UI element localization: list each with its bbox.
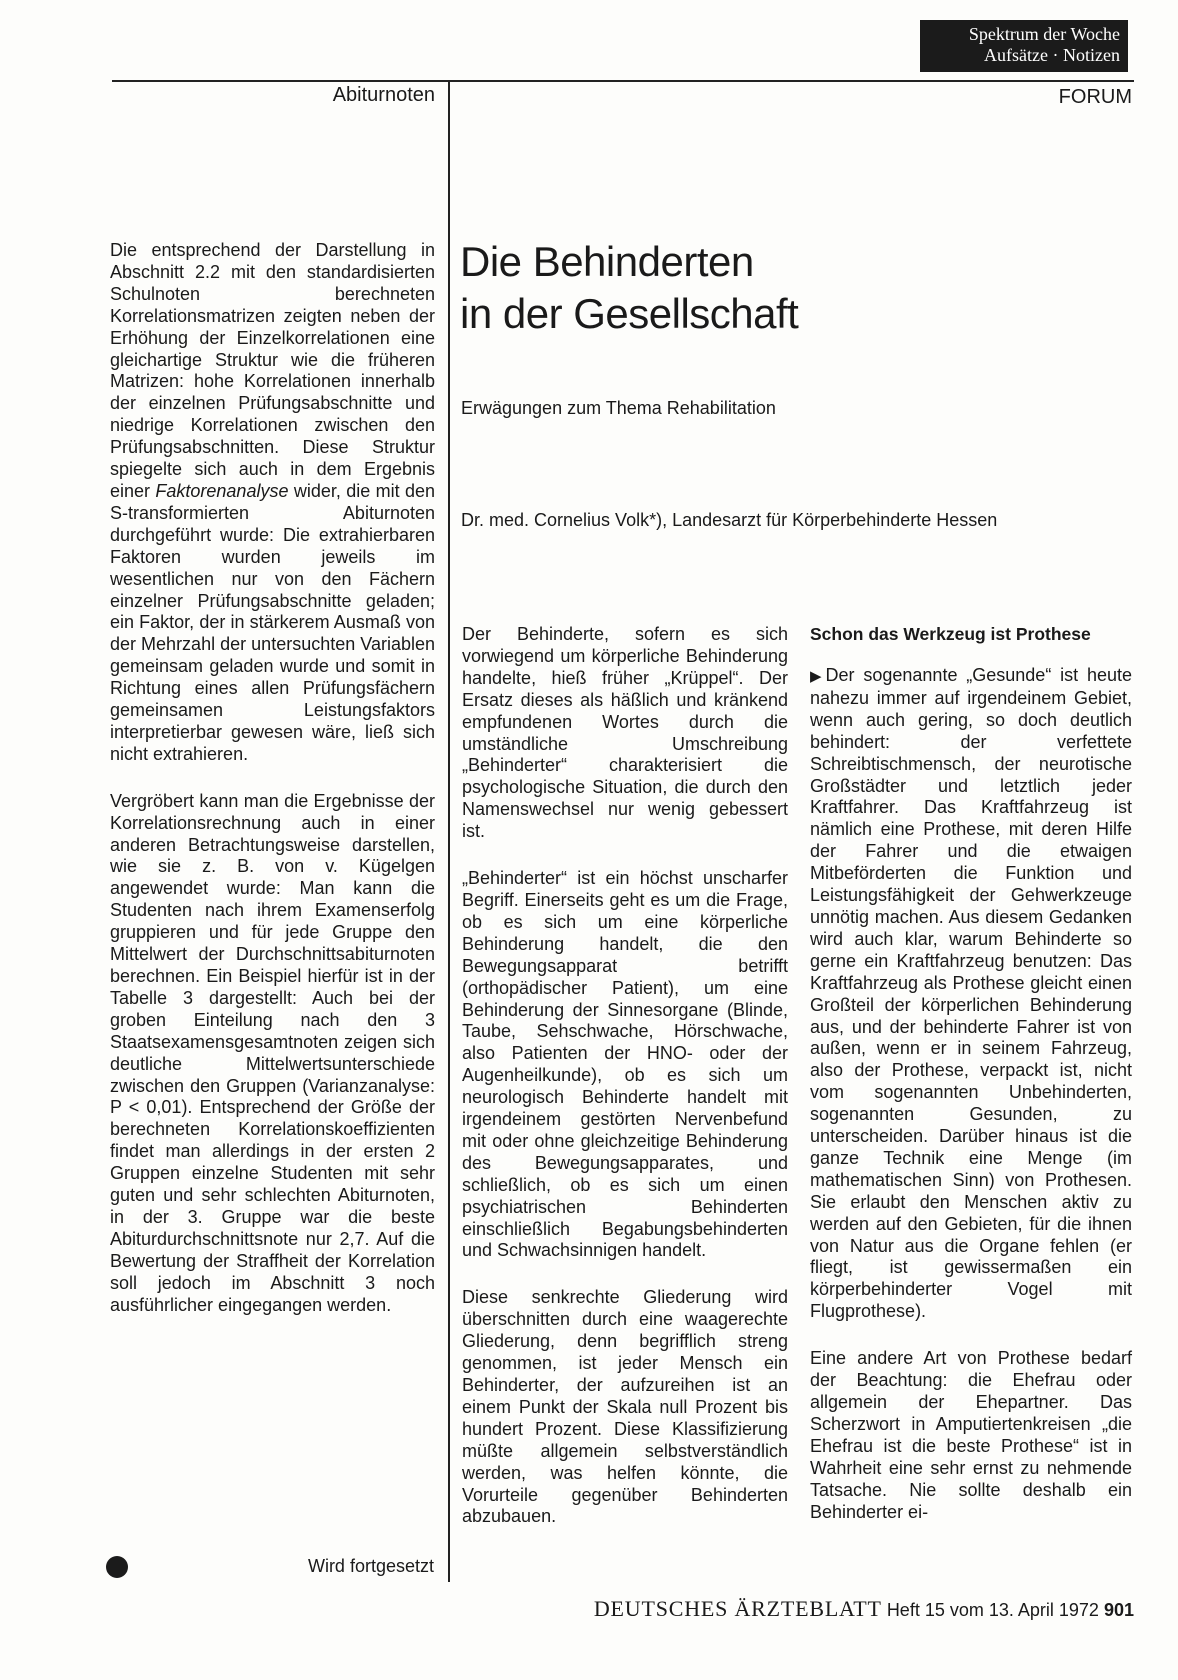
title-line-2: in der Gesellschaft [460, 290, 799, 337]
page-footer [514, 1596, 1134, 1622]
article-author: Dr. med. Cornelius Volk*), Landesarzt für Körperbehinderte Hessen [461, 510, 998, 530]
journal-name: DEUTSCHES ÄRZTEBLATT [593, 1596, 882, 1621]
title-line-1: Die Behinderten [460, 238, 754, 285]
left-paragraph-2: Vergröbert kann man die Ergebnisse der Korrelationsrechnung auch in einer anderen Betrachtungsweise darstellen, wie sie z. B. von v. Kügelgen angewendet wurde: Man kann die Studenten nach ihrem Examenserfolg gruppieren und für jede Gruppe den Mittelwert der Durchschnittsabiturnoten berechnen. Ein Beispiel hierfür ist in der Tabelle 3 dargestellt: Auch bei der groben Einteilung nach den 3 Staatsexamensgesamtnoten zeigen sich deutliche Mittelwertsunterschiede zwischen den Gruppen (Varianzanalyse: P < 0,01). Entsprechend der Größe der berechneten Korrelationskoeffizienten findet man allerdings in der ersten 2 Gruppen einzelne Studenten mit sehr guten und sehr schlechten Abiturnoten, in der 3. Gruppe war die beste Abiturdurchschnittsnote nur 2,7. Auf die Bewertung der Straffheit der Korrelation soll jedoch im Abschnitt 3 noch ausführlicher eingegangen werden. [110, 790, 435, 1315]
top-rule [112, 80, 1134, 82]
article-paragraph: Der Behinderte, sofern es sich vorwiegend um körperliche Behinderung handelte, hieß früher „Krüppel“. Der Ersatz dieses als häßlich und kränkend empfundenen Wortes durch die umständliche Umschreibung „Behinderter“ charakterisiert die psychologische Situation, die durch den Namenswechsel nur wenig gebessert ist. [462, 624, 788, 842]
article-paragraph: „Behinderter“ ist ein höchst unscharfer Begriff. Einerseits geht es um die Frage, ob es sich um eine körperliche Behinderung handelt, die den Bewegungsapparat betrifft (orthopädischer Patient), um eine Behinderung der Sinnesorgane (Blinde, Taube, Sehschwache, Hörschwache, also Patienten der HNO- oder der Augenheilkunde), ob es sich um neurologisch Behinderte handelt mit irgendeinem gestörten Nervenbefund mit oder ohne gleichzeitige Behinderung des Bewegungsapparates, und schließlich, ob es sich um einen psychiatrischen Behinderten einschließlich Begabungsbehinderten und Schwachsinnigen handelt. [462, 868, 788, 1261]
left-column [110, 240, 435, 1342]
section-banner [920, 20, 1128, 72]
left-paragraph-1: Die entsprechend der Darstellung in Abschnitt 2.2 mit den standardisierten Schulnoten berechneten Korrelationsmatrizen zeigten neben der Erhöhung der Einzelkorrelationen eine gleichartige Struktur wie die früheren Matrizen: hohe Korrelationen innerhalb der einzelnen Prüfungsabschnitte und niedrige Korrelationen zwischen den Prüfungsabschnitten. Diese Struktur spiegelte sich auch in dem Ergebnis einer Faktorenanalyse wider, die mit den S-transformierten Abiturnoten durchgeführt wurde: Die extrahierbaren Faktoren wurden jeweils im wesentlichen nur von den Fächern einzelner Prüfungsabschnitte geladen; ein Faktor, der in stärkerem Ausmaß von der Mehrzahl der untersuchten Variablen gemeinsam geladen wurde und somit in Richtung eines allen Prüfungsfächern gemeinsamen Leistungsfaktors interpretierbar gewesen wäre, ließ sich nicht extrahieren. [110, 240, 435, 764]
section-heading: Schon das Werkzeug ist Prothese [810, 624, 1091, 644]
banner-line-1: Spektrum der Woche [968, 24, 1120, 44]
article-title [460, 236, 1120, 340]
page-number: 901 [1103, 1600, 1134, 1620]
article-paragraph: ▶ Der sogenannte „Gesunde“ ist heute nahezu immer auf irgendeinem Gebiet, wenn auch gering, so doch deutlich behindert: der verfettete Schreibtischmensch, der neurotische Großstädter und letztlich jeder Kraftfahrer. Das Kraftfahrzeug ist nämlich eine Prothese, mit deren Hilfe der Fahrer und die etwaigen Mitbeförderten die Funktion und Leistungsfähigkeit der Gehwerkzeuge unnötig machen. Aus diesem Gedanken wird auch klar, warum Behinderte so gerne ein Kraftfahrzeug benutzen: Das Kraftfahrzeug als Prothese gleicht einen Großteil der körperlichen Behinderung aus, und der behinderte Fahrer ist von außen, wenn er in seinem Fahrzeug, also der Prothese, verpackt ist, nicht vom sogenannten Unbehinderten, sogenannten Gesunden, zu unterscheiden. Darüber hinaus ist die ganze Technik eine Menge (im mathematischen Sinn) von Prothesen. Sie erlaubt den Menschen aktiv zu werden auf den Gebieten, für die ihnen von Natur aus die Organe fehlen (er fliegt, ist gewissermaßen ein körperbehinderter Vogel mit Flugprothese). [810, 665, 1132, 1322]
article-subtitle: Erwägungen zum Thema Rehabilitation [461, 398, 776, 418]
running-head-left: Abiturnoten [332, 84, 435, 106]
continued-note: Wird fortgesetzt [307, 1556, 434, 1576]
emphasis-term: Faktorenanalyse [155, 480, 289, 501]
article-paragraph: Diese senkrechte Gliederung wird überschnitten durch eine waagerechte Gliederung, denn begrifflich streng genommen, ist jeder Mensch ein Behinderter, der aufzureihen ist an einem Punkt der Skala null Prozent bis hundert Prozent. Diese Klassifizierung müßte allgemein selbstverständlich werden, was helfen könnte, die Vorurteile gegenüber Behinderten abzubauen. [462, 1287, 788, 1527]
triangle-marker-icon: ▶ [810, 668, 822, 685]
article-column-2 [462, 624, 788, 1553]
article-column-3 [810, 624, 1132, 1548]
banner-line-2: Aufsätze · Notizen [984, 45, 1120, 65]
running-head-right: FORUM [1058, 86, 1132, 108]
issue-info: Heft 15 vom 13. April 1972 [886, 1600, 1099, 1620]
article-paragraph: Eine andere Art von Prothese bedarf der Beachtung: die Ehefrau oder allgemein der Ehepartner. Das Scherzwort in Amputiertenkreisen „die Ehefrau ist die beste Prothese“ ist in Wahrheit eine sehr ernst zu nehmende Tatsache. Nie sollte deshalb ein Behinderter ei- [810, 1348, 1132, 1522]
end-dot-icon [106, 1556, 128, 1578]
column-divider [448, 82, 450, 1582]
